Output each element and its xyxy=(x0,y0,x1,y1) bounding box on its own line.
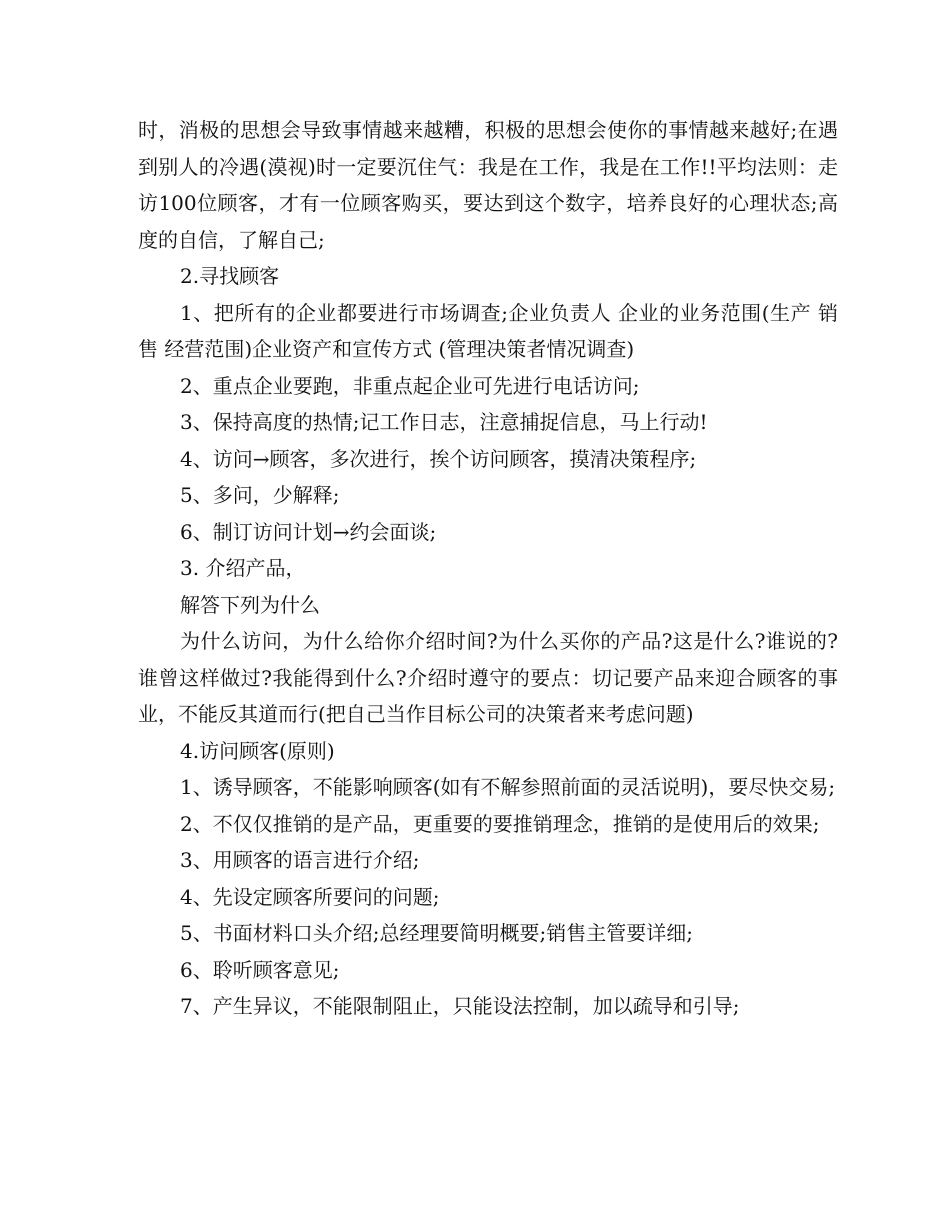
section-heading-find-customers: 2.寻找顾客 xyxy=(180,264,280,288)
list-item: 3、保持高度的热情;记工作日志，注意捕捉信息，马上行动! xyxy=(180,410,708,434)
section-heading-introduce-product: 3. 介绍产品， xyxy=(180,556,306,580)
list-item: 6、制订访问计划→约会面谈; xyxy=(180,519,437,544)
section-heading-visit-customers: 4.访问顾客(原则) xyxy=(180,738,335,763)
list-item: 5、多问，少解释; xyxy=(180,483,340,507)
list-item: 3、用顾客的语言进行介绍; xyxy=(180,848,420,872)
list-item: 2、重点企业要跑，非重点起企业可先进行电话访问; xyxy=(180,373,640,398)
subheading-answer-why: 解答下列为什么 xyxy=(180,592,320,617)
list-item: 4、访问→顾客，多次进行，挨个访问顾客，摸清决策程序; xyxy=(180,446,697,471)
list-item: 1、把所有的企业都要进行市场调查;企业负责人 企业的业务范围(生产 销售 经营范围)企业资产和宣传方式 (管理决策者情况调查) xyxy=(138,300,838,361)
list-item: 2、不仅仅推销的是产品，更重要的要推销理念，推销的是使用后的效果; xyxy=(180,811,820,836)
list-item: 4、先设定顾客所要问的问题; xyxy=(180,884,440,909)
paragraph-why-questions: 为什么访问，为什么给你介绍时间?为什么买你的产品?这是什么?谁说的?谁曾这样做过?我能得到什么?介绍时遵守的要点：切记要产品来迎合顾客的事业，不能反其道而行(把自己当作目标公司的决策者来考虑问题) xyxy=(138,629,838,726)
document-body xyxy=(138,112,838,1025)
paragraph-1: 时，消极的思想会导致事情越来越糟，积极的思想会使你的事情越来越好;在遇到别人的冷遇(漠视)时一定要沉住气：我是在工作，我是在工作!!平均法则：走访100位顾客，才有一位顾客购买，要达到这个数字，培养良好的心理状态;高度的自信，了解自己; xyxy=(138,118,838,252)
list-item: 6、聆听顾客意见; xyxy=(180,957,340,982)
list-item: 5、书面材料口头介绍;总经理要简明概要;销售主管要详细; xyxy=(180,921,693,945)
list-item: 7、产生异议，不能限制阻止，只能设法控制，加以疏导和引导; xyxy=(180,994,740,1018)
list-item: 1、诱导顾客，不能影响顾客(如有不解参照前面的灵活说明)，要尽快交易; xyxy=(180,775,836,799)
